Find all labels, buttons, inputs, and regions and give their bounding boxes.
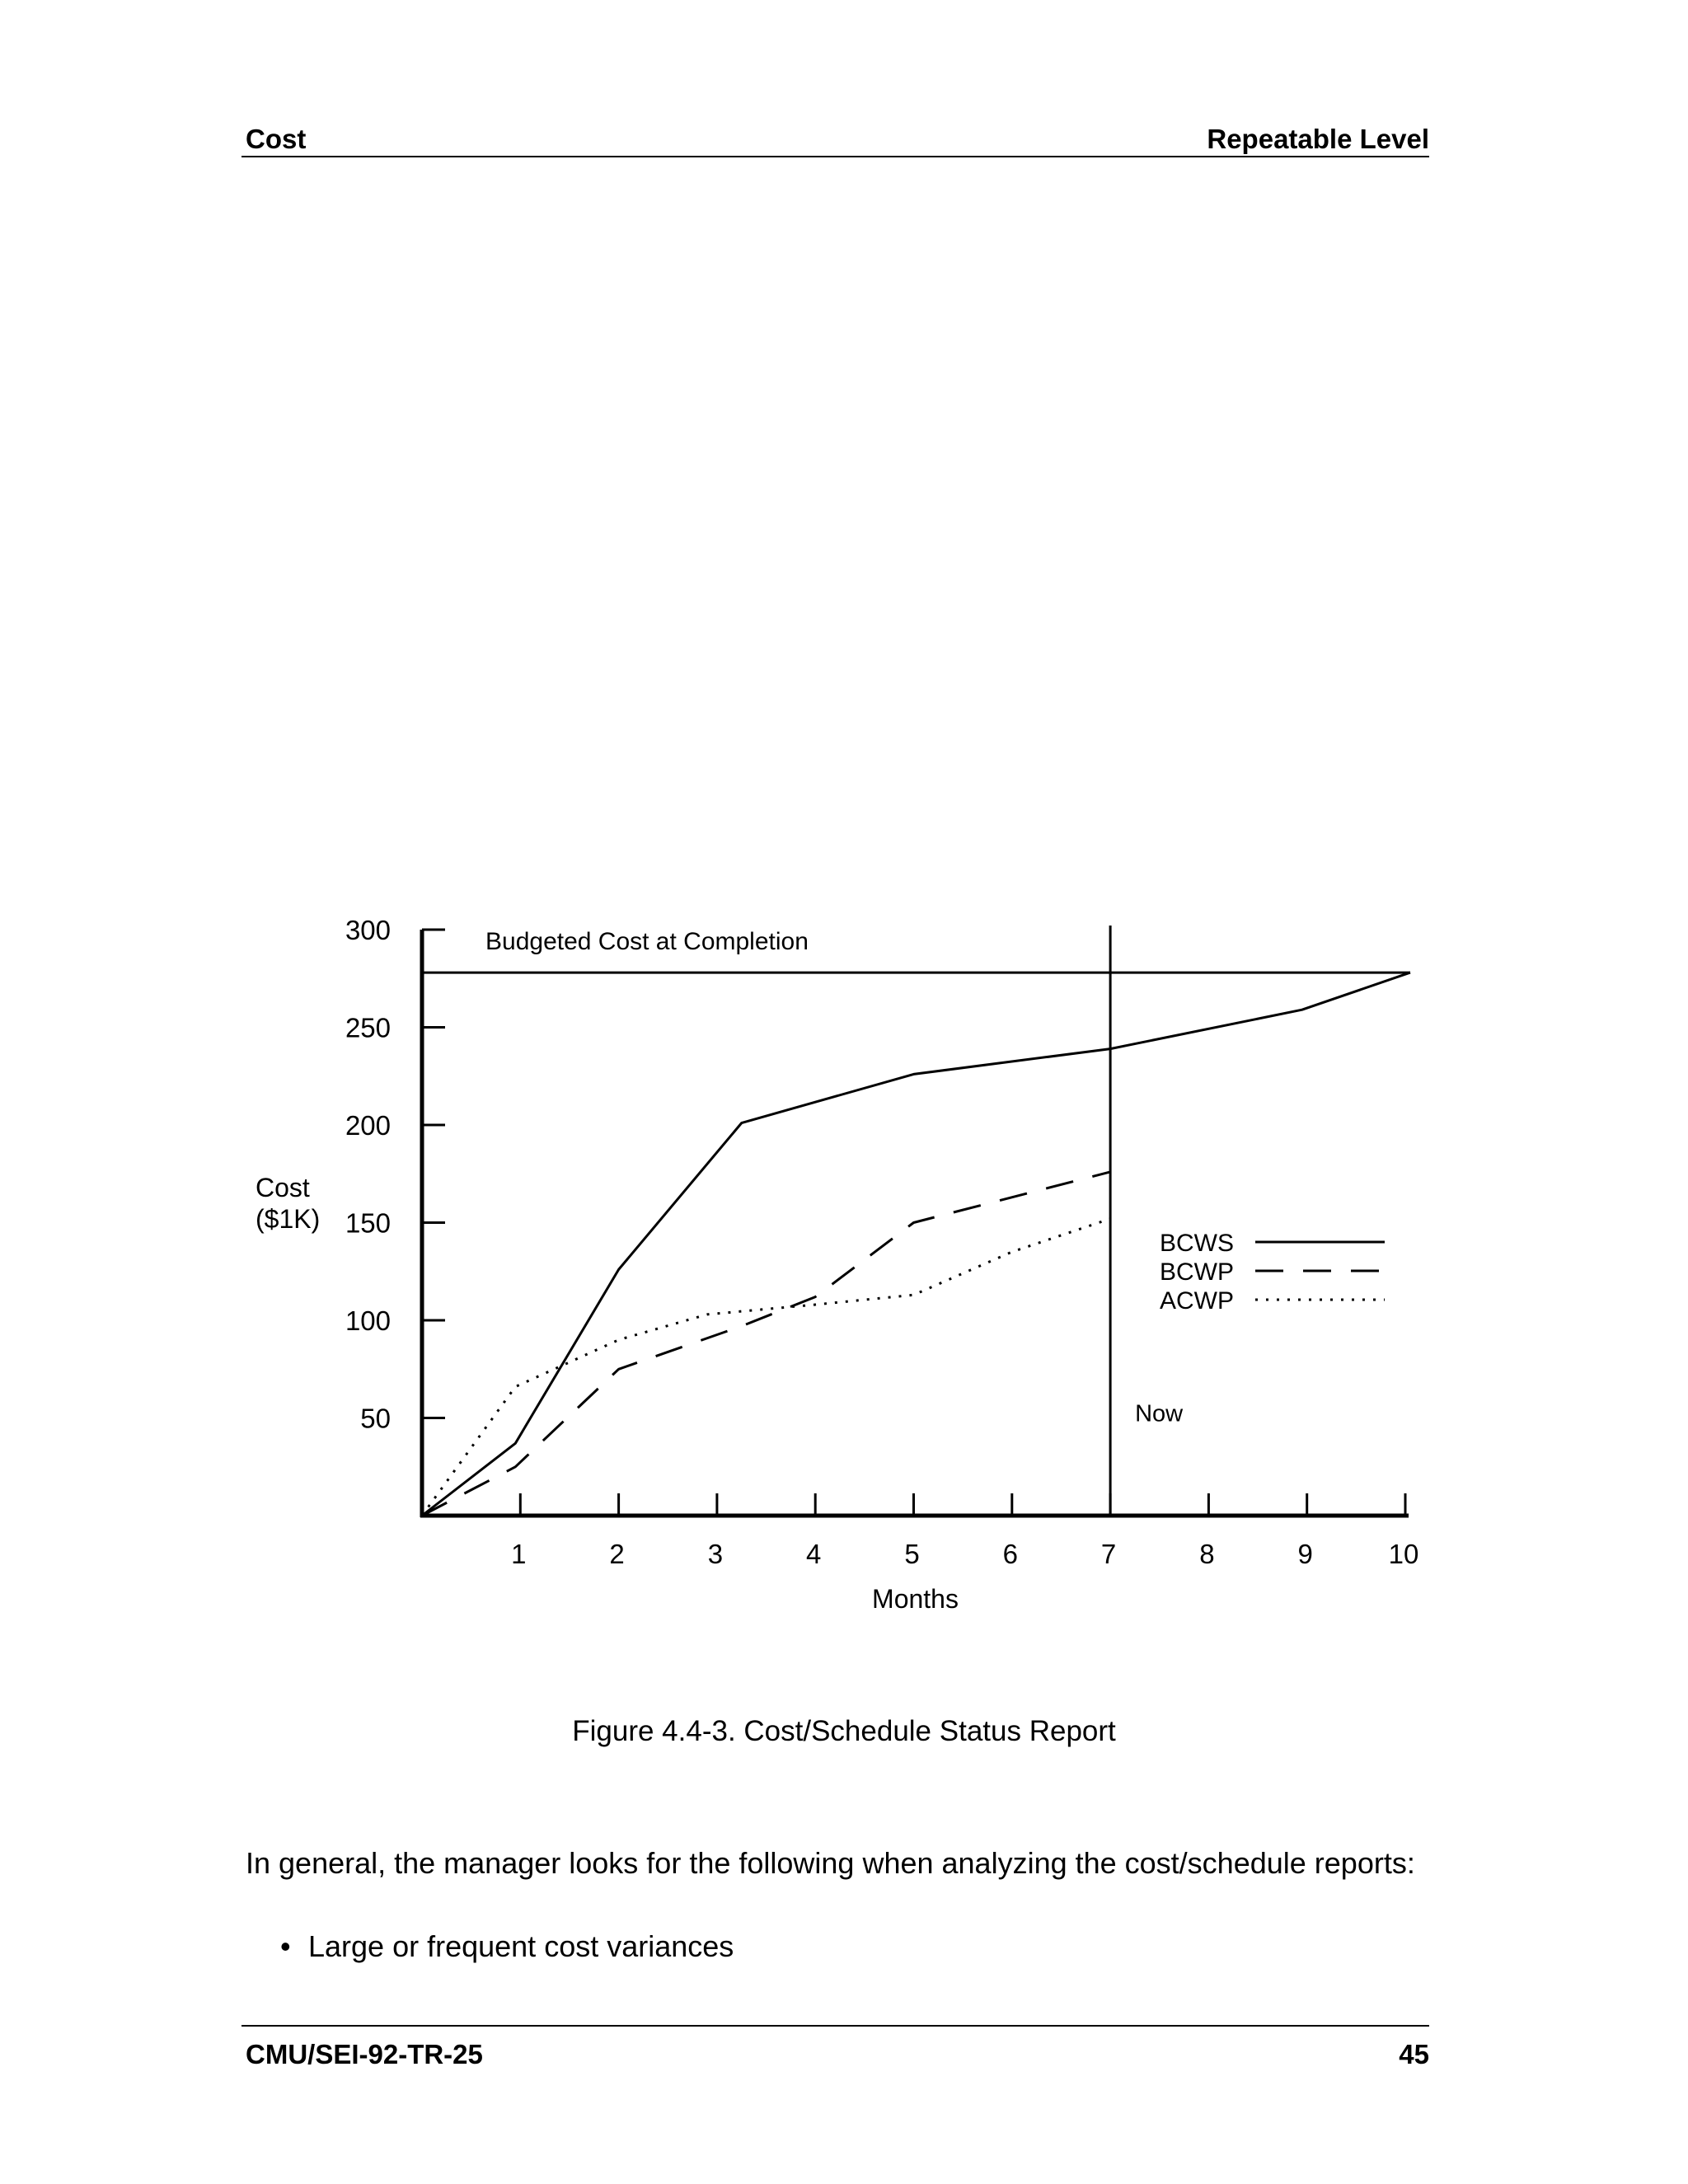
chart-reference-lines (422, 926, 1410, 1516)
y-tick-label: 300 (345, 915, 391, 945)
bullet-text: Large or frequent cost variances (308, 1929, 734, 1963)
now-label: Now (1135, 1400, 1184, 1427)
y-tick-label: 50 (360, 1403, 391, 1434)
x-tick-label: 5 (904, 1539, 920, 1569)
body-paragraph: In general, the manager looks for the following when analyzing the cost/schedule reports: (246, 1846, 1415, 1880)
series-acwp-line (422, 1219, 1110, 1516)
y-tick-label: 150 (345, 1207, 391, 1239)
x-tick-label: 7 (1100, 1539, 1117, 1569)
y-axis-label-line: ($1K) (256, 1204, 321, 1234)
bullet-item (280, 1929, 734, 1964)
chart-legend (1160, 1230, 1385, 1315)
legend-label-acwp: ACWP (1160, 1287, 1234, 1315)
legend-label-bcwp: BCWP (1160, 1258, 1234, 1286)
footer-rule (241, 2025, 1429, 2027)
series-bcwp-line (422, 1172, 1110, 1516)
budgeted-cost-label: Budgeted Cost at Completion (485, 928, 809, 955)
bullet-glyph: • (280, 1929, 291, 1963)
y-tick-label: 100 (345, 1305, 391, 1336)
running-footer-report-id: CMU/SEI-92-TR-25 (246, 2039, 483, 2069)
page-number: 45 (1399, 2039, 1429, 2069)
x-tick-label: 8 (1199, 1539, 1215, 1569)
x-tick-label: 2 (609, 1539, 625, 1569)
running-header-level: Repeatable Level (1207, 124, 1429, 154)
running-header-section: Cost (246, 124, 307, 154)
chart-series (422, 972, 1410, 1516)
figure-caption: Figure 4.4-3. Cost/Schedule Status Report (572, 1715, 1116, 1747)
x-tick-label: 4 (806, 1539, 822, 1569)
y-axis-label-line: Cost (256, 1173, 310, 1202)
x-tick-label: 10 (1388, 1539, 1419, 1569)
y-tick-label: 200 (345, 1110, 391, 1141)
x-tick-label: 6 (1002, 1539, 1018, 1569)
x-tick-label: 9 (1297, 1539, 1313, 1569)
x-tick-label: 1 (511, 1539, 527, 1569)
legend-label-bcws: BCWS (1160, 1230, 1234, 1257)
y-tick-label: 250 (345, 1012, 391, 1043)
x-tick-label: 3 (707, 1539, 724, 1569)
series-bcws-line (422, 972, 1410, 1516)
chart-labels (256, 1173, 959, 1614)
x-axis-label: Months (872, 1584, 959, 1614)
